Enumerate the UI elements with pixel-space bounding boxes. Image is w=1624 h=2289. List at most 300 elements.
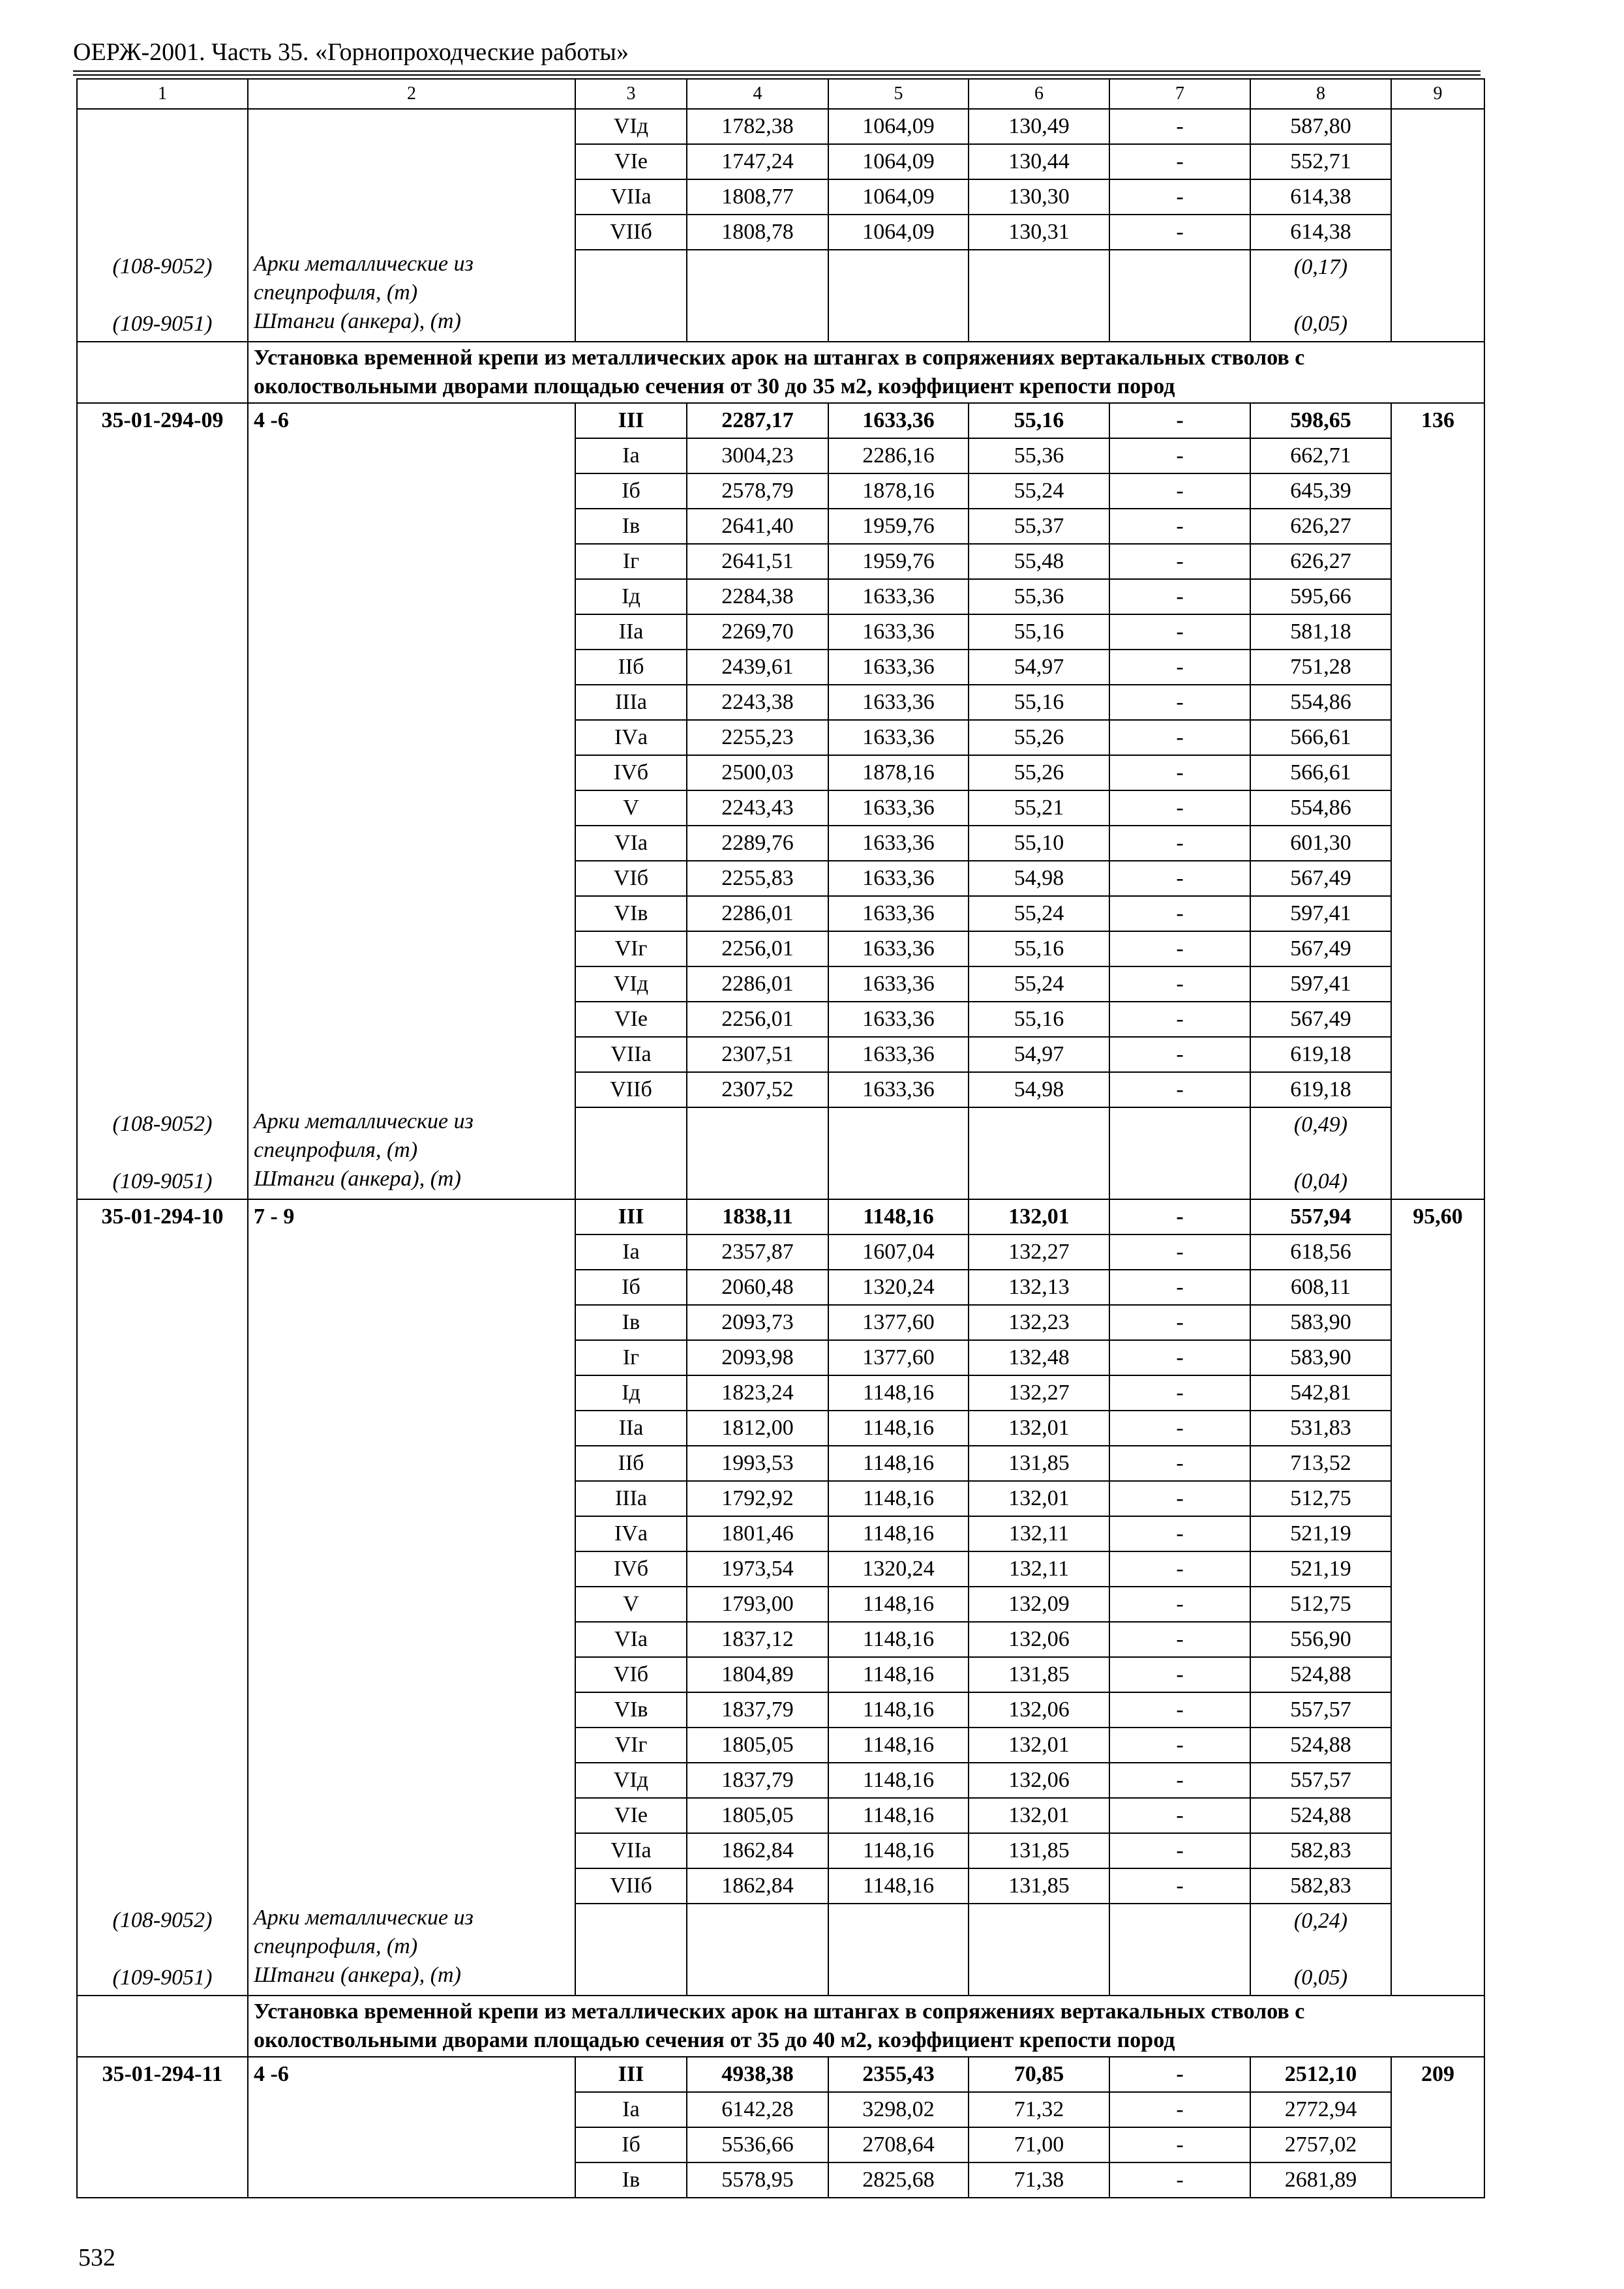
total-cost-cell: 3004,23 <box>687 438 828 473</box>
code-cell <box>77 1763 248 1798</box>
machinist-wages-cell: - <box>1109 2057 1250 2092</box>
machines-cell: 54,98 <box>969 1072 1109 1107</box>
labor-cell <box>1391 2162 1484 2198</box>
column-number: 6 <box>969 79 1109 109</box>
category-cell: V <box>575 790 687 826</box>
machines-cell: 132,06 <box>969 1692 1109 1728</box>
category-cell: Iа <box>575 1234 687 1270</box>
category-cell: V <box>575 1587 687 1622</box>
code-cell <box>77 1728 248 1763</box>
labor-cell <box>1391 1551 1484 1587</box>
materials-cell: 554,86 <box>1250 685 1391 720</box>
wages-cell: 1633,36 <box>828 685 969 720</box>
machinist-wages-cell: - <box>1109 1340 1250 1375</box>
category-cell: Iб <box>575 2127 687 2162</box>
category-cell: Iб <box>575 473 687 509</box>
machinist-wages-cell: - <box>1109 755 1250 790</box>
materials-cell: 645,39 <box>1250 473 1391 509</box>
code-cell: 35-01-294-10 <box>77 1199 248 1234</box>
machines-cell: 130,44 <box>969 144 1109 179</box>
strength-cell <box>248 438 575 473</box>
code-cell <box>77 1446 248 1481</box>
empty-cell <box>687 1165 828 1199</box>
strength-cell: 4 -6 <box>248 403 575 438</box>
machines-cell: 132,01 <box>969 1411 1109 1446</box>
labor-cell: 136 <box>1391 403 1484 438</box>
category-cell: IVб <box>575 1551 687 1587</box>
wages-cell: 1633,36 <box>828 720 969 755</box>
wages-cell: 1148,16 <box>828 1763 969 1798</box>
category-cell: VIб <box>575 861 687 896</box>
strength-cell <box>248 509 575 544</box>
machinist-wages-cell: - <box>1109 1002 1250 1037</box>
column-number: 7 <box>1109 79 1250 109</box>
main-rate-row <box>77 1199 1484 1234</box>
data-row <box>77 1798 1484 1833</box>
empty-cell <box>1109 1165 1250 1199</box>
materials-cell: 557,57 <box>1250 1763 1391 1798</box>
category-cell: Iв <box>575 2162 687 2198</box>
labor-cell: 95,60 <box>1391 1199 1484 1234</box>
data-row <box>77 1270 1484 1305</box>
total-cost-cell: 1862,84 <box>687 1868 828 1904</box>
labor-cell <box>1391 215 1484 250</box>
category-cell: IIIа <box>575 685 687 720</box>
material-row <box>77 250 1484 307</box>
material-code: (109-9051) <box>77 1165 248 1199</box>
wages-cell: 1064,09 <box>828 144 969 179</box>
wages-cell: 1959,76 <box>828 544 969 579</box>
machines-cell: 70,85 <box>969 2057 1109 2092</box>
wages-cell: 1320,24 <box>828 1270 969 1305</box>
materials-cell: 2757,02 <box>1250 2127 1391 2162</box>
labor-cell <box>1391 544 1484 579</box>
machinist-wages-cell: - <box>1109 1305 1250 1340</box>
data-row <box>77 1657 1484 1692</box>
machines-cell: 55,16 <box>969 685 1109 720</box>
strength-cell <box>248 544 575 579</box>
table-body <box>77 79 1484 2198</box>
machines-cell: 132,06 <box>969 1622 1109 1657</box>
total-cost-cell: 2357,87 <box>687 1234 828 1270</box>
machinist-wages-cell: - <box>1109 685 1250 720</box>
category-cell: VIе <box>575 1798 687 1833</box>
code-cell <box>77 1798 248 1833</box>
strength-cell <box>248 896 575 931</box>
empty-cell <box>1391 250 1484 307</box>
code-cell <box>77 650 248 685</box>
strength-cell <box>248 826 575 861</box>
material-code: (109-9051) <box>77 307 248 342</box>
total-cost-cell: 2256,01 <box>687 931 828 966</box>
strength-cell <box>248 1833 575 1868</box>
machines-cell: 132,01 <box>969 1728 1109 1763</box>
category-cell: Iа <box>575 2092 687 2127</box>
wages-cell: 1633,36 <box>828 1002 969 1037</box>
labor-cell <box>1391 473 1484 509</box>
strength-cell <box>248 1270 575 1305</box>
wages-cell: 1148,16 <box>828 1199 969 1234</box>
machines-cell: 71,32 <box>969 2092 1109 2127</box>
wages-cell: 2825,68 <box>828 2162 969 2198</box>
machinist-wages-cell: - <box>1109 2127 1250 2162</box>
empty-cell <box>828 1165 969 1199</box>
category-cell: IIIа <box>575 1481 687 1516</box>
empty-cell <box>828 250 969 307</box>
machinist-wages-cell: - <box>1109 2092 1250 2127</box>
materials-cell: 626,27 <box>1250 509 1391 544</box>
wages-cell: 1633,36 <box>828 403 969 438</box>
material-name: Арки металлические из спецпрофиля, (т) <box>248 1904 575 1961</box>
wages-cell: 1148,16 <box>828 1728 969 1763</box>
material-value: (0,24) <box>1250 1904 1391 1961</box>
machinist-wages-cell: - <box>1109 1516 1250 1551</box>
material-row <box>77 1107 1484 1165</box>
code-cell <box>77 685 248 720</box>
labor-cell <box>1391 1072 1484 1107</box>
total-cost-cell: 1793,00 <box>687 1587 828 1622</box>
labor-cell <box>1391 1868 1484 1904</box>
machinist-wages-cell: - <box>1109 720 1250 755</box>
data-row <box>77 1481 1484 1516</box>
materials-cell: 524,88 <box>1250 1798 1391 1833</box>
machines-cell: 132,01 <box>969 1199 1109 1234</box>
data-row <box>77 1551 1484 1587</box>
code-cell <box>77 2092 248 2127</box>
labor-cell <box>1391 1728 1484 1763</box>
wages-cell: 2355,43 <box>828 2057 969 2092</box>
category-cell: VIд <box>575 109 687 144</box>
machines-cell: 132,27 <box>969 1234 1109 1270</box>
machines-cell: 132,01 <box>969 1798 1109 1833</box>
labor-cell <box>1391 931 1484 966</box>
wages-cell: 1633,36 <box>828 931 969 966</box>
machinist-wages-cell: - <box>1109 1446 1250 1481</box>
machines-cell: 55,36 <box>969 438 1109 473</box>
materials-cell: 582,83 <box>1250 1833 1391 1868</box>
materials-cell: 2512,10 <box>1250 2057 1391 2092</box>
category-cell: Iг <box>575 1340 687 1375</box>
machinist-wages-cell: - <box>1109 1657 1250 1692</box>
section-title: Установка временной крепи из металлических арок на штангах в сопряжениях вертакальных стволов с околоствольными дворами площадью сечения от 35 до 40 м2, коэффициент крепости пород <box>248 1996 1484 2057</box>
machines-cell: 55,21 <box>969 790 1109 826</box>
code-cell <box>77 720 248 755</box>
materials-cell: 595,66 <box>1250 579 1391 614</box>
column-number: 8 <box>1250 79 1391 109</box>
category-cell: IIа <box>575 614 687 650</box>
labor-cell <box>1391 2127 1484 2162</box>
category-cell: VIг <box>575 931 687 966</box>
strength-cell <box>248 1692 575 1728</box>
code-cell <box>77 614 248 650</box>
code-cell <box>77 1516 248 1551</box>
total-cost-cell: 1792,92 <box>687 1481 828 1516</box>
empty-cell <box>969 307 1109 342</box>
labor-cell: 209 <box>1391 2057 1484 2092</box>
data-row <box>77 544 1484 579</box>
data-row <box>77 966 1484 1002</box>
labor-cell <box>1391 509 1484 544</box>
data-row <box>77 438 1484 473</box>
wages-cell: 1148,16 <box>828 1446 969 1481</box>
strength-cell <box>248 2127 575 2162</box>
strength-cell <box>248 685 575 720</box>
labor-cell <box>1391 685 1484 720</box>
empty-cell <box>1109 1961 1250 1996</box>
labor-cell <box>1391 1411 1484 1446</box>
machinist-wages-cell: - <box>1109 473 1250 509</box>
total-cost-cell: 2284,38 <box>687 579 828 614</box>
material-name: Штанги (анкера), (т) <box>248 1165 575 1199</box>
wages-cell: 1377,60 <box>828 1305 969 1340</box>
material-row <box>77 1961 1484 1996</box>
total-cost-cell: 1812,00 <box>687 1411 828 1446</box>
data-row <box>77 685 1484 720</box>
total-cost-cell: 1747,24 <box>687 144 828 179</box>
materials-cell: 566,61 <box>1250 755 1391 790</box>
machines-cell: 132,11 <box>969 1516 1109 1551</box>
empty-cell <box>1109 250 1250 307</box>
machines-cell: 55,16 <box>969 614 1109 650</box>
page-header: ОЕРЖ-2001. Часть 35. «Горнопроходческие работы» <box>73 38 629 66</box>
materials-cell: 524,88 <box>1250 1657 1391 1692</box>
machinist-wages-cell: - <box>1109 1833 1250 1868</box>
empty-cell <box>687 1904 828 1961</box>
machinist-wages-cell: - <box>1109 109 1250 144</box>
machinist-wages-cell: - <box>1109 1072 1250 1107</box>
category-cell: III <box>575 2057 687 2092</box>
code-cell <box>77 1551 248 1587</box>
code-cell <box>77 1340 248 1375</box>
labor-cell <box>1391 614 1484 650</box>
labor-cell <box>1391 579 1484 614</box>
category-cell: VIд <box>575 966 687 1002</box>
header-rule <box>73 70 1481 72</box>
wages-cell: 1633,36 <box>828 1037 969 1072</box>
strength-cell <box>248 1728 575 1763</box>
labor-cell <box>1391 861 1484 896</box>
materials-cell: 608,11 <box>1250 1270 1391 1305</box>
total-cost-cell: 2307,51 <box>687 1037 828 1072</box>
data-row <box>77 179 1484 215</box>
total-cost-cell: 1837,12 <box>687 1622 828 1657</box>
wages-cell: 1959,76 <box>828 509 969 544</box>
category-cell: VIIб <box>575 1868 687 1904</box>
column-number: 5 <box>828 79 969 109</box>
code-cell <box>77 931 248 966</box>
materials-cell: 582,83 <box>1250 1868 1391 1904</box>
machinist-wages-cell: - <box>1109 966 1250 1002</box>
machinist-wages-cell: - <box>1109 579 1250 614</box>
total-cost-cell: 1805,05 <box>687 1798 828 1833</box>
data-row <box>77 896 1484 931</box>
materials-cell: 597,41 <box>1250 966 1391 1002</box>
data-row <box>77 509 1484 544</box>
machines-cell: 131,85 <box>969 1833 1109 1868</box>
empty-cell <box>575 1107 687 1165</box>
strength-cell <box>248 1587 575 1622</box>
empty-cell <box>828 307 969 342</box>
data-row <box>77 1587 1484 1622</box>
category-cell: VIа <box>575 826 687 861</box>
wages-cell: 1377,60 <box>828 1340 969 1375</box>
materials-cell: 512,75 <box>1250 1587 1391 1622</box>
material-value: (0,17) <box>1250 250 1391 307</box>
data-row <box>77 790 1484 826</box>
data-row <box>77 2092 1484 2127</box>
material-name: Арки металлические из спецпрофиля, (т) <box>248 250 575 307</box>
strength-cell <box>248 1340 575 1375</box>
labor-cell <box>1391 720 1484 755</box>
material-row <box>77 1165 1484 1199</box>
wages-cell: 1633,36 <box>828 966 969 1002</box>
strength-cell <box>248 755 575 790</box>
code-cell <box>77 1657 248 1692</box>
data-row <box>77 755 1484 790</box>
wages-cell: 2286,16 <box>828 438 969 473</box>
total-cost-cell: 2641,40 <box>687 509 828 544</box>
machines-cell: 132,13 <box>969 1270 1109 1305</box>
total-cost-cell: 2060,48 <box>687 1270 828 1305</box>
total-cost-cell: 2243,43 <box>687 790 828 826</box>
machines-cell: 55,26 <box>969 720 1109 755</box>
page-number: 532 <box>78 2244 115 2271</box>
materials-cell: 556,90 <box>1250 1622 1391 1657</box>
empty-cell <box>575 250 687 307</box>
materials-cell: 567,49 <box>1250 931 1391 966</box>
machines-cell: 130,30 <box>969 179 1109 215</box>
code-cell <box>77 861 248 896</box>
data-row <box>77 931 1484 966</box>
strength-cell <box>248 2092 575 2127</box>
code-cell <box>77 1692 248 1728</box>
column-numbers-row <box>77 79 1484 109</box>
data-row <box>77 1868 1484 1904</box>
data-row <box>77 1340 1484 1375</box>
material-code: (109-9051) <box>77 1961 248 1996</box>
code-cell <box>77 896 248 931</box>
empty-cell <box>1391 1961 1484 1996</box>
materials-cell: 554,86 <box>1250 790 1391 826</box>
wages-cell: 1633,36 <box>828 1072 969 1107</box>
wages-cell: 3298,02 <box>828 2092 969 2127</box>
machinist-wages-cell: - <box>1109 1037 1250 1072</box>
total-cost-cell: 1804,89 <box>687 1657 828 1692</box>
material-value: (0,04) <box>1250 1165 1391 1199</box>
data-row <box>77 2127 1484 2162</box>
data-row <box>77 1037 1484 1072</box>
empty-cell <box>77 1996 248 2057</box>
wages-cell: 1148,16 <box>828 1868 969 1904</box>
material-row <box>77 1904 1484 1961</box>
code-cell <box>77 790 248 826</box>
machines-cell: 131,85 <box>969 1868 1109 1904</box>
empty-cell <box>828 1961 969 1996</box>
data-row <box>77 1072 1484 1107</box>
strength-cell <box>248 1516 575 1551</box>
total-cost-cell: 2093,73 <box>687 1305 828 1340</box>
materials-cell: 557,94 <box>1250 1199 1391 1234</box>
labor-cell <box>1391 1692 1484 1728</box>
labor-cell <box>1391 1622 1484 1657</box>
data-row <box>77 861 1484 896</box>
strength-cell <box>248 579 575 614</box>
wages-cell: 1064,09 <box>828 109 969 144</box>
machinist-wages-cell: - <box>1109 1763 1250 1798</box>
category-cell: VIд <box>575 1763 687 1798</box>
category-cell: Iв <box>575 1305 687 1340</box>
strength-cell <box>248 720 575 755</box>
data-row <box>77 1002 1484 1037</box>
wages-cell: 1633,36 <box>828 650 969 685</box>
column-number: 9 <box>1391 79 1484 109</box>
material-name: Штанги (анкера), (т) <box>248 1961 575 1996</box>
total-cost-cell: 2439,61 <box>687 650 828 685</box>
total-cost-cell: 1838,11 <box>687 1199 828 1234</box>
empty-cell <box>1109 1904 1250 1961</box>
total-cost-cell: 1993,53 <box>687 1446 828 1481</box>
material-name: Штанги (анкера), (т) <box>248 307 575 342</box>
data-row <box>77 614 1484 650</box>
data-row <box>77 826 1484 861</box>
code-cell <box>77 2127 248 2162</box>
strength-cell <box>248 1411 575 1446</box>
wages-cell: 1320,24 <box>828 1551 969 1587</box>
header-rule-second <box>73 74 1481 76</box>
labor-cell <box>1391 966 1484 1002</box>
machines-cell: 55,16 <box>969 931 1109 966</box>
total-cost-cell: 2578,79 <box>687 473 828 509</box>
strength-cell <box>248 1234 575 1270</box>
code-cell: 35-01-294-11 <box>77 2057 248 2092</box>
empty-cell <box>969 250 1109 307</box>
total-cost-cell: 2641,51 <box>687 544 828 579</box>
labor-cell <box>1391 2092 1484 2127</box>
code-cell <box>77 109 248 144</box>
materials-cell: 531,83 <box>1250 1411 1391 1446</box>
wages-cell: 1633,36 <box>828 896 969 931</box>
machines-cell: 132,23 <box>969 1305 1109 1340</box>
material-value: (0,05) <box>1250 1961 1391 1996</box>
total-cost-cell: 5536,66 <box>687 2127 828 2162</box>
labor-cell <box>1391 179 1484 215</box>
category-cell: IVб <box>575 755 687 790</box>
category-cell: VIг <box>575 1728 687 1763</box>
total-cost-cell: 1808,77 <box>687 179 828 215</box>
column-number: 3 <box>575 79 687 109</box>
materials-cell: 713,52 <box>1250 1446 1391 1481</box>
data-row <box>77 1833 1484 1868</box>
materials-cell: 524,88 <box>1250 1728 1391 1763</box>
empty-cell <box>1391 1165 1484 1199</box>
empty-cell <box>1109 307 1250 342</box>
labor-cell <box>1391 109 1484 144</box>
machinist-wages-cell: - <box>1109 614 1250 650</box>
code-cell <box>77 438 248 473</box>
machines-cell: 130,31 <box>969 215 1109 250</box>
strength-cell <box>248 1763 575 1798</box>
code-cell <box>77 579 248 614</box>
materials-cell: 587,80 <box>1250 109 1391 144</box>
total-cost-cell: 1837,79 <box>687 1692 828 1728</box>
machines-cell: 132,01 <box>969 1481 1109 1516</box>
wages-cell: 1148,16 <box>828 1516 969 1551</box>
main-rate-row <box>77 403 1484 438</box>
category-cell: Iб <box>575 1270 687 1305</box>
materials-cell: 583,90 <box>1250 1340 1391 1375</box>
material-code: (108-9052) <box>77 1107 248 1165</box>
empty-cell <box>1391 1904 1484 1961</box>
